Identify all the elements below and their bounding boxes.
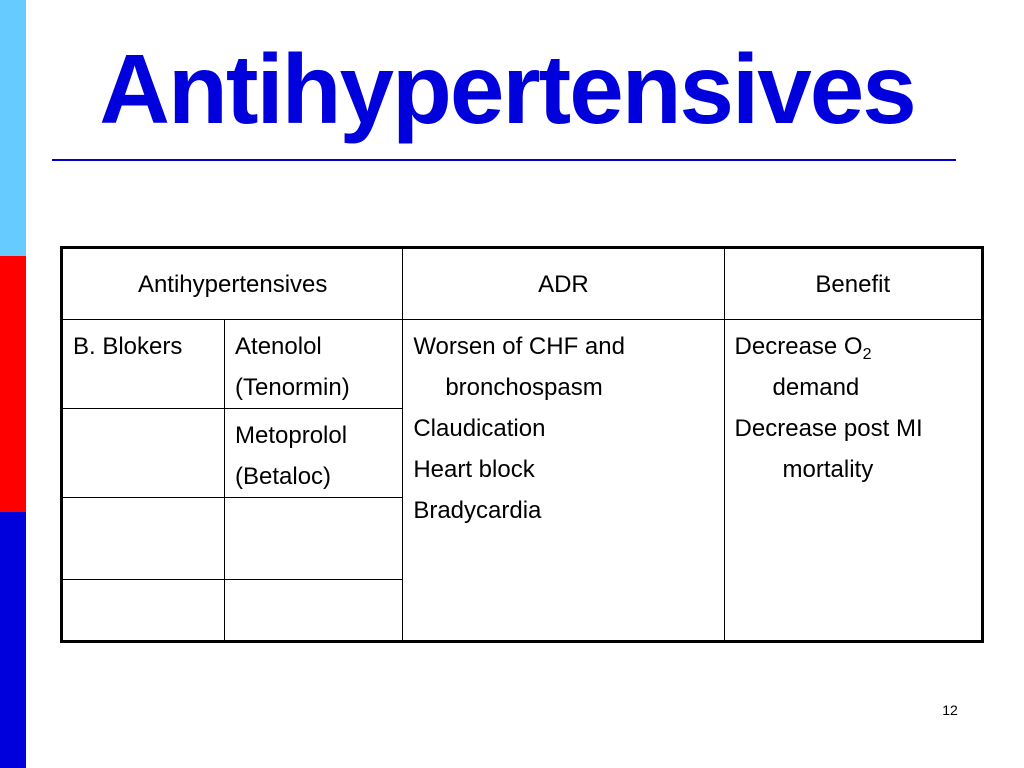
benefit-item: Decrease post MI: [734, 415, 923, 442]
benefit-subscript: 2: [862, 346, 872, 363]
drug-name: Metoprolol: [235, 422, 348, 449]
empty-cell: [62, 498, 225, 580]
empty-cell: [62, 580, 225, 642]
empty-cell: [225, 580, 403, 642]
drug-brand: (Betaloc): [235, 463, 332, 490]
table-header-row: [62, 248, 983, 320]
drug-cell: [225, 320, 403, 409]
drug-name: Atenolol: [235, 333, 322, 360]
accent-bar-middle: [0, 256, 26, 512]
accent-bar-bottom: [0, 512, 26, 768]
drug-cell: [225, 409, 403, 498]
adr-item-continued: bronchospasm: [445, 374, 603, 401]
benefit-item-continued: demand: [772, 374, 860, 401]
drug-class-cell: [62, 320, 225, 409]
slide-title: Antihypertensives: [99, 34, 915, 144]
benefit-text: Decrease O: [734, 333, 863, 360]
drug-brand: (Tenormin): [235, 374, 350, 401]
benefit-cell: [724, 320, 982, 642]
page-number: 12: [942, 702, 958, 718]
antihypertensives-table: [60, 246, 984, 643]
header-adr: ADR: [403, 248, 724, 320]
benefit-item: [735, 326, 971, 367]
title-underline: [52, 159, 956, 161]
adr-item: Worsen of CHF and: [413, 333, 625, 360]
benefit-item-continued: mortality: [782, 456, 874, 483]
empty-cell: [62, 409, 225, 498]
accent-bar-top: [0, 0, 26, 256]
header-benefit: Benefit: [724, 248, 982, 320]
adr-item: Bradycardia: [413, 497, 542, 524]
adr-cell: [403, 320, 724, 642]
adr-item: Heart block: [413, 456, 535, 483]
empty-cell: [225, 498, 403, 580]
table-row: [62, 320, 983, 409]
adr-item: Claudication: [413, 415, 546, 442]
drug-class-label: B. Blokers: [73, 333, 183, 360]
header-antihypertensives: Antihypertensives: [62, 248, 403, 320]
